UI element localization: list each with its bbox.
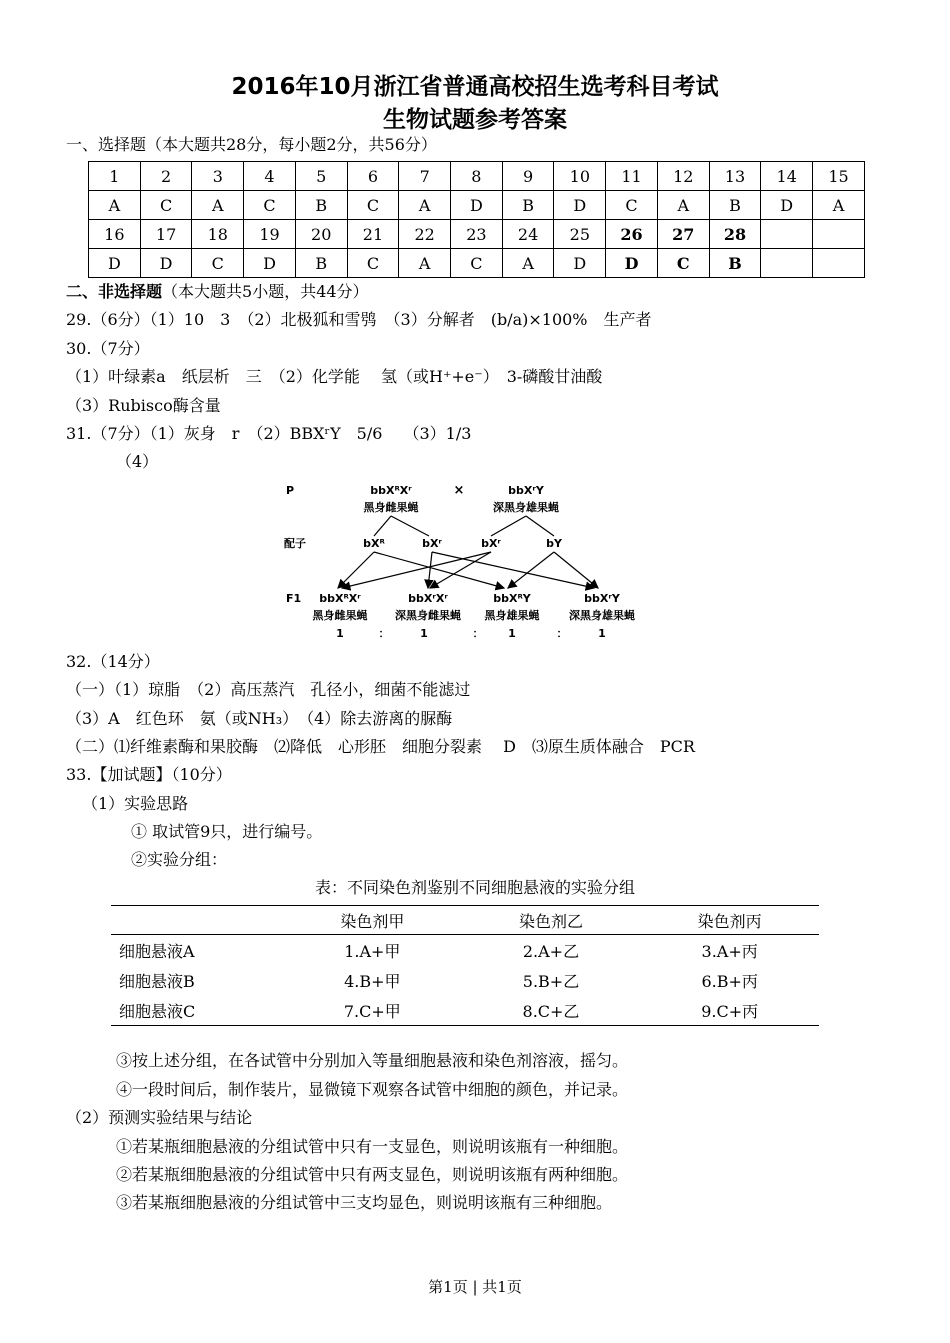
answer-cell: A xyxy=(399,191,451,220)
f1-genotype-1: bbXᴿXʳ xyxy=(319,592,361,605)
exp-cell: 4.B+甲 xyxy=(344,971,401,991)
q30-line2: （3）Rubisco酶含量 xyxy=(66,396,221,415)
q32-line2: （3）A 红色环 氨（或NH₃） （4）除去游离的脲酶 xyxy=(66,709,453,728)
answer-cell: C xyxy=(657,249,709,278)
ratio-2: 1 xyxy=(420,627,428,640)
exp-cell: 2.A+乙 xyxy=(522,941,580,961)
genetic-cross-diagram xyxy=(276,478,676,646)
answer-cell: A xyxy=(192,191,244,220)
title-line-1: 2016年10月浙江省普通高校招生选考科目考试 xyxy=(231,74,719,100)
gamete-4: bY xyxy=(546,537,562,550)
answer-cell: C xyxy=(347,249,399,278)
female-genotype: bbXᴿXʳ xyxy=(370,484,412,497)
answer-cell: 3 xyxy=(192,162,244,191)
answer-cell: 12 xyxy=(657,162,709,191)
answer-cell: 21 xyxy=(347,220,399,249)
male-name: 深黑身雄果蝇 xyxy=(493,501,559,514)
table-row xyxy=(89,191,865,220)
answer-cell: 7 xyxy=(399,162,451,191)
gamete-label: 配子 xyxy=(284,537,306,550)
gamete-3: bXʳ xyxy=(481,537,501,550)
answer-cell: 5 xyxy=(295,162,347,191)
answer-cell: C xyxy=(140,191,192,220)
answer-cell: 11 xyxy=(606,162,658,191)
f1-label: F1 xyxy=(286,592,302,605)
female-name: 黑身雌果蝇 xyxy=(363,501,419,514)
exp-header-0 xyxy=(111,906,283,935)
answer-cell: A xyxy=(502,249,554,278)
q33-result1: ①若某瓶细胞悬液的分组试管中只有一支显色，则说明该瓶有一种细胞。 xyxy=(116,1137,629,1156)
ratio-sep-1: ： xyxy=(378,627,390,640)
answer-cell: 25 xyxy=(554,220,606,249)
ratio-sep-3: ： xyxy=(556,627,568,640)
answer-cell: B xyxy=(709,191,761,220)
q33-step3: ③按上述分组，在各试管中分别加入等量细胞悬液和染色剂溶液，摇匀。 xyxy=(116,1051,629,1070)
answer-cell xyxy=(813,220,865,249)
answer-cell: A xyxy=(89,191,141,220)
q30-head: 30.（7分） xyxy=(66,339,150,358)
title-line-2: 生物试题参考答案 xyxy=(383,107,567,133)
p-male-line-2 xyxy=(526,516,554,536)
answer-cell: 28 xyxy=(709,220,761,249)
q33-step4: ④一段时间后，制作装片，显微镜下观察各试管中细胞的颜色，并记录。 xyxy=(116,1080,629,1099)
answer-cell: 10 xyxy=(554,162,606,191)
cross-arrows xyxy=(338,552,598,588)
answer-cell: 4 xyxy=(244,162,296,191)
exp-header-3: 染色剂丙 xyxy=(640,906,819,935)
q31-sub4: （4） xyxy=(116,452,159,471)
answer-cell: 23 xyxy=(451,220,503,249)
q32-head: 32.（14分） xyxy=(66,652,160,671)
f1-genotype-3: bbXᴿY xyxy=(493,592,531,605)
p-label: P xyxy=(286,484,295,497)
exp-cell: 1.A+甲 xyxy=(344,941,401,961)
answer-cell xyxy=(761,249,813,278)
answer-table xyxy=(88,161,865,278)
section2-heading xyxy=(66,281,369,303)
answer-cell: B xyxy=(295,249,347,278)
answer-cell: 14 xyxy=(761,162,813,191)
q33-result3: ③若某瓶细胞悬液的分组试管中三支均显色，则说明该瓶有三种细胞。 xyxy=(116,1193,613,1212)
q32-line1: （一）（1）琼脂 （2）高压蒸汽 孔径小，细菌不能滤过 xyxy=(66,680,471,699)
q33-head: 33.【加试题】（10分） xyxy=(66,765,232,784)
answer-cell: 15 xyxy=(813,162,865,191)
gamete-2: bXʳ xyxy=(422,537,442,550)
table-row xyxy=(89,249,865,278)
q33-result2: ②若某瓶细胞悬液的分组试管中只有两支显色，则说明该瓶有两种细胞。 xyxy=(116,1165,629,1184)
answer-cell xyxy=(761,220,813,249)
exp-cell: 细胞悬液B xyxy=(119,971,195,991)
q29-answer: 29.（6分）（1）10 3 （2）北极狐和雪鸮 （3）分解者 (b/a)×100% 生产者 xyxy=(66,310,652,329)
table-row xyxy=(89,162,865,191)
table-row xyxy=(111,965,819,995)
q33-part1: （1）实验思路 xyxy=(82,794,189,813)
cross-symbol: × xyxy=(453,483,465,498)
exp-cell: 3.A+丙 xyxy=(701,941,758,961)
answer-cell: 9 xyxy=(502,162,554,191)
male-genotype: bbXʳY xyxy=(508,484,544,497)
exp-cell: 9.C+丙 xyxy=(640,995,819,1026)
ratio-sep-2: ： xyxy=(472,627,484,640)
answer-cell: 27 xyxy=(657,220,709,249)
exp-cell: 8.C+乙 xyxy=(462,995,641,1026)
answer-cell: D xyxy=(554,249,606,278)
exp-cell: 5.B+乙 xyxy=(522,971,580,991)
answer-cell: D xyxy=(554,191,606,220)
answer-cell: D xyxy=(89,249,141,278)
answer-cell xyxy=(813,249,865,278)
p-female-line-1 xyxy=(374,516,391,536)
f1-name-2: 深黑身雌果蝇 xyxy=(395,609,461,622)
answer-cell: 22 xyxy=(399,220,451,249)
exp-cell: 6.B+丙 xyxy=(701,971,758,991)
table-row xyxy=(111,935,819,966)
answer-cell: C xyxy=(244,191,296,220)
q33-step1: ① 取试管9只，进行编号。 xyxy=(131,822,323,841)
ratio-1: 1 xyxy=(336,627,344,640)
answer-cell: 19 xyxy=(244,220,296,249)
f1-name-1: 黑身雌果蝇 xyxy=(312,609,368,622)
answer-cell: D xyxy=(761,191,813,220)
q31-head: 31.（7分）（1）灰身 r （2）BBXʳY 5/6 （3）1/3 xyxy=(66,424,472,443)
experiment-table-caption: 表：不同染色剂鉴别不同细胞悬液的实验分组 xyxy=(314,878,635,897)
experiment-table xyxy=(111,905,819,1026)
exp-cell: 细胞悬液C xyxy=(111,995,283,1026)
f1-name-3: 黑身雄果蝇 xyxy=(484,609,540,622)
answer-cell: D xyxy=(244,249,296,278)
exp-header-1: 染色剂甲 xyxy=(283,906,462,935)
f1-name-4: 深黑身雄果蝇 xyxy=(569,609,635,622)
answer-cell: A xyxy=(813,191,865,220)
answer-cell: B xyxy=(295,191,347,220)
answer-cell: 8 xyxy=(451,162,503,191)
answer-cell: A xyxy=(399,249,451,278)
answer-cell: 6 xyxy=(347,162,399,191)
exp-cell: 7.C+甲 xyxy=(283,995,462,1026)
exp-cell: 细胞悬液A xyxy=(119,941,195,961)
answer-cell: 20 xyxy=(295,220,347,249)
exp-header-2: 染色剂乙 xyxy=(462,906,641,935)
f1-genotype-4: bbXʳY xyxy=(584,592,620,605)
section1-heading: 一、选择题（本大题共28分，每小题2分，共56分） xyxy=(66,135,437,154)
answer-cell: C xyxy=(451,249,503,278)
answer-cell: 13 xyxy=(709,162,761,191)
gamete-1: bXᴿ xyxy=(363,537,385,550)
answer-cell: 24 xyxy=(502,220,554,249)
q33-step2: ②实验分组： xyxy=(131,850,228,869)
answer-cell: D xyxy=(606,249,658,278)
answer-cell: 18 xyxy=(192,220,244,249)
answer-cell: 1 xyxy=(89,162,141,191)
answer-cell: D xyxy=(451,191,503,220)
answer-cell: B xyxy=(502,191,554,220)
ratio-3: 1 xyxy=(508,627,516,640)
f1-genotype-2: bbXʳXʳ xyxy=(408,592,448,605)
page-footer: 第1页 | 共1页 xyxy=(428,1278,522,1296)
ratio-4: 1 xyxy=(598,627,606,640)
answer-cell: B xyxy=(709,249,761,278)
answer-cell: D xyxy=(140,249,192,278)
answer-cell: C xyxy=(606,191,658,220)
section2-heading-bold: 二、非选择题 xyxy=(66,282,163,301)
p-female-line-2 xyxy=(391,516,429,536)
section2-heading-rest: （本大题共5小题，共44分） xyxy=(162,282,369,301)
q30-line1: （1）叶绿素a 纸层析 三 （2）化学能 氢（或H⁺+e⁻） 3-磷酸甘油酸 xyxy=(66,367,603,386)
q32-line3: （二）⑴纤维素酶和果胶酶 ⑵降低 心形胚 细胞分裂素 D ⑶原生质体融合 PCR xyxy=(66,737,695,756)
table-row xyxy=(89,220,865,249)
answer-cell: 16 xyxy=(89,220,141,249)
table-row xyxy=(111,995,819,1026)
answer-cell: C xyxy=(192,249,244,278)
q33-part2: （2）预测实验结果与结论 xyxy=(66,1108,253,1127)
answer-cell: C xyxy=(347,191,399,220)
answer-cell: 26 xyxy=(606,220,658,249)
answer-cell: 17 xyxy=(140,220,192,249)
p-male-line-1 xyxy=(491,516,526,536)
answer-cell: A xyxy=(657,191,709,220)
answer-cell: 2 xyxy=(140,162,192,191)
